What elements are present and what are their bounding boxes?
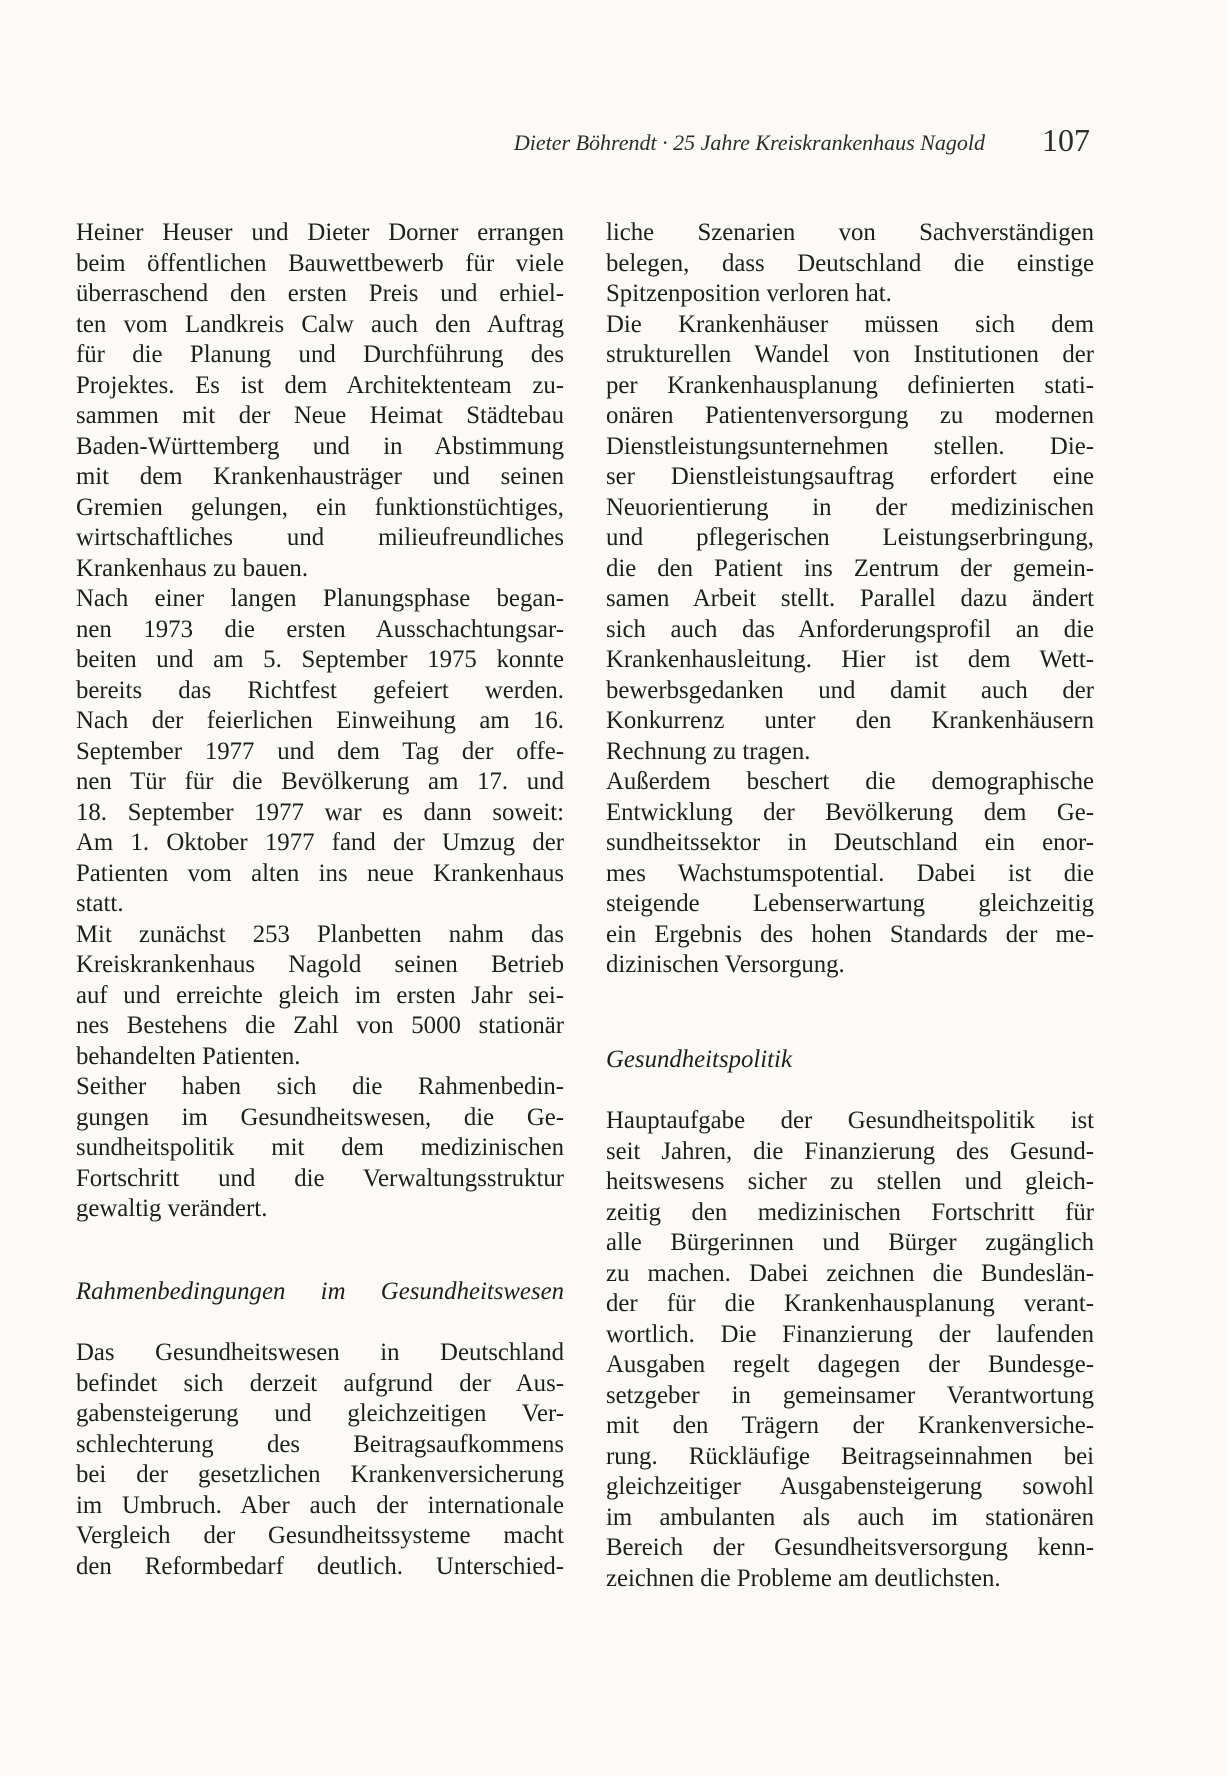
text-line: Krankenhaus zu bauen.: [76, 554, 309, 582]
text-line: setzgeber in gemeinsamer Verantwortung: [606, 1381, 1094, 1409]
text-line: September 1977 und dem Tag der offe-: [76, 737, 564, 765]
text-line: dizinischen Versorgung.: [606, 951, 845, 978]
text-line: heitswesens sicher zu stellen und gleich-: [606, 1168, 1094, 1195]
text-line: Kreiskrankenhaus Nagold seinen Betrieb: [76, 951, 564, 978]
text-line: Außerdem beschert die demographische: [606, 768, 1094, 795]
text-line: Nach der feierlichen Einweihung am 16.: [76, 707, 564, 734]
text-line: Entwicklung der Bevölkerung dem Ge-: [606, 798, 1094, 826]
left-column: [76, 218, 564, 1582]
text-line: samen Arbeit stellt. Parallel dazu ändert: [606, 585, 1094, 612]
text-line: alle Bürgerinnen und Bürger zugänglich: [606, 1229, 1094, 1256]
text-line: onären Patientenversorgung zu modernen: [606, 402, 1094, 429]
text-line: Rechnung zu tragen.: [606, 737, 811, 765]
text-line: Baden-Württemberg und in Abstimmung: [76, 432, 564, 460]
text-line: wirtschaftliches und milieufreundliches: [76, 524, 564, 551]
text-line: mes Wachstumspotential. Dabei ist die: [606, 859, 1094, 887]
text-line: Dienstleistungsunternehmen stellen. Die-: [606, 432, 1094, 460]
text-line: im Umbruch. Aber auch der internationale: [76, 1491, 564, 1519]
text-line: befindet sich derzeit aufgrund der Aus-: [76, 1369, 564, 1397]
paragraph: [76, 584, 564, 920]
paragraph: [606, 767, 1094, 981]
text-line: für die Planung und Durchführung des: [76, 341, 564, 368]
text-line: mit den Trägern der Krankenversiche-: [606, 1412, 1094, 1439]
text-line: wortlich. Die Finanzierung der laufenden: [606, 1320, 1094, 1348]
text-line: Gremien gelungen, ein funktionstüchtiges,: [76, 493, 564, 521]
paragraph: [606, 310, 1094, 768]
text-line: Projektes. Es ist dem Architektenteam zu-: [76, 371, 564, 399]
running-title: Dieter Böhrendt · 25 Jahre Kreiskrankenhaus Nagold: [513, 130, 985, 155]
text-line: ten vom Landkreis Calw auch den Auftrag: [76, 310, 564, 338]
text-line: Konkurrenz unter den Krankenhäusern: [606, 707, 1094, 734]
text-line: Die Krankenhäuser müssen sich dem: [606, 310, 1094, 338]
text-line: Neuorientierung in der medizinischen: [606, 493, 1094, 521]
text-line: Seither haben sich die Rahmenbedin-: [76, 1073, 564, 1100]
text-line: gewaltig verändert.: [76, 1195, 268, 1222]
text-line: auf und erreichte gleich im ersten Jahr sei-: [76, 981, 564, 1009]
text-line: den Reformbedarf deutlich. Unterschied-: [76, 1552, 564, 1580]
text-line: 18. September 1977 war es dann soweit:: [76, 798, 564, 826]
text-line: ser Dienstleistungsauftrag erfordert eine: [606, 463, 1094, 490]
text-line: Fortschritt und die Verwaltungsstruktur: [76, 1164, 564, 1192]
text-line: der für die Krankenhausplanung verant-: [606, 1290, 1094, 1317]
paragraph: [76, 218, 564, 584]
text-line: Spitzenposition verloren hat.: [606, 280, 892, 307]
section-heading: Gesundheitspolitik: [606, 1045, 792, 1073]
text-line: behandelten Patienten.: [76, 1042, 301, 1070]
text-line: sich auch das Anforderungsprofil an die: [606, 615, 1094, 643]
right-column: [606, 218, 1094, 1594]
paragraph: [76, 920, 564, 1073]
running-header: [420, 122, 1090, 162]
text-line: Hauptaufgabe der Gesundheitspolitik ist: [606, 1107, 1094, 1134]
text-line: Das Gesundheitswesen in Deutschland: [76, 1339, 564, 1366]
text-line: im ambulanten als auch im stationären: [606, 1503, 1094, 1531]
text-line: mit dem Krankenhausträger und seinen: [76, 463, 564, 490]
text-line: liche Szenarien von Sachverständigen: [606, 219, 1094, 246]
text-line: beim öffentlichen Bauwettbewerb für viele: [76, 249, 564, 277]
paragraph: [76, 1338, 564, 1582]
text-line: seit Jahren, die Finanzierung des Gesund-: [606, 1137, 1094, 1165]
text-line: Vergleich der Gesundheitssysteme macht: [76, 1522, 564, 1549]
text-line: und pflegerischen Leistungserbringung,: [606, 524, 1094, 551]
text-line: Mit zunächst 253 Planbetten nahm das: [76, 920, 564, 948]
paragraph: [606, 1106, 1094, 1594]
text-line: nen 1973 die ersten Ausschachtungsar-: [76, 615, 564, 643]
text-line: sammen mit der Neue Heimat Städtebau: [76, 402, 564, 429]
text-line: zeitig den medizinischen Fortschritt für: [606, 1198, 1094, 1226]
text-line: bei der gesetzlichen Krankenversicherung: [76, 1461, 564, 1488]
text-line: statt.: [76, 890, 124, 917]
page-number: 107: [1042, 122, 1090, 158]
text-line: Am 1. Oktober 1977 fand der Umzug der: [76, 829, 564, 856]
text-line: strukturellen Wandel von Institutionen der: [606, 341, 1094, 368]
text-line: überraschend den ersten Preis und erhiel-: [76, 280, 564, 307]
text-line: Ausgaben regelt dagegen der Bundesge-: [606, 1351, 1094, 1378]
text-line: Patienten vom alten ins neue Krankenhaus: [76, 859, 564, 887]
text-line: sundheitspolitik mit dem medizinischen: [76, 1134, 564, 1161]
text-line: die den Patient ins Zentrum der gemein-: [606, 554, 1094, 582]
section-heading: Rahmenbedingungen im Gesundheitswesen: [76, 1277, 564, 1305]
paragraph: [606, 218, 1094, 310]
text-line: zu machen. Dabei zeichnen die Bundeslän-: [606, 1259, 1094, 1287]
text-line: sundheitssektor in Deutschland ein enor-: [606, 829, 1094, 856]
text-line: schlechterung des Beitragsaufkommens: [76, 1430, 564, 1458]
text-line: nes Bestehens die Zahl von 5000 stationär: [76, 1012, 564, 1039]
text-line: zeichnen die Probleme am deutlichsten.: [606, 1564, 1001, 1592]
text-line: beiten und am 5. September 1975 konnte: [76, 646, 564, 673]
text-line: rung. Rückläufige Beitragseinnahmen bei: [606, 1442, 1094, 1470]
text-line: bewerbsgedanken und damit auch der: [606, 676, 1094, 704]
text-line: steigende Lebenserwartung gleichzeitig: [606, 890, 1094, 917]
text-line: Heiner Heuser und Dieter Dorner errangen: [76, 219, 564, 246]
text-line: nen Tür für die Bevölkerung am 17. und: [76, 768, 564, 795]
text-line: gleichzeitiger Ausgabensteigerung sowohl: [606, 1473, 1094, 1500]
text-line: per Krankenhausplanung definierten stati-: [606, 371, 1094, 399]
text-line: Bereich der Gesundheitsversorgung kenn-: [606, 1534, 1094, 1561]
text-line: ein Ergebnis des hohen Standards der me-: [606, 920, 1094, 948]
text-line: bereits das Richtfest gefeiert werden.: [76, 676, 564, 704]
paragraph: [76, 1072, 564, 1225]
text-line: Krankenhausleitung. Hier ist dem Wett-: [606, 646, 1094, 673]
text-line: Nach einer langen Planungsphase began-: [76, 585, 564, 612]
text-line: belegen, dass Deutschland die einstige: [606, 249, 1094, 277]
text-line: gungen im Gesundheitswesen, die Ge-: [76, 1103, 564, 1131]
text-line: gabensteigerung und gleichzeitigen Ver-: [76, 1400, 564, 1427]
